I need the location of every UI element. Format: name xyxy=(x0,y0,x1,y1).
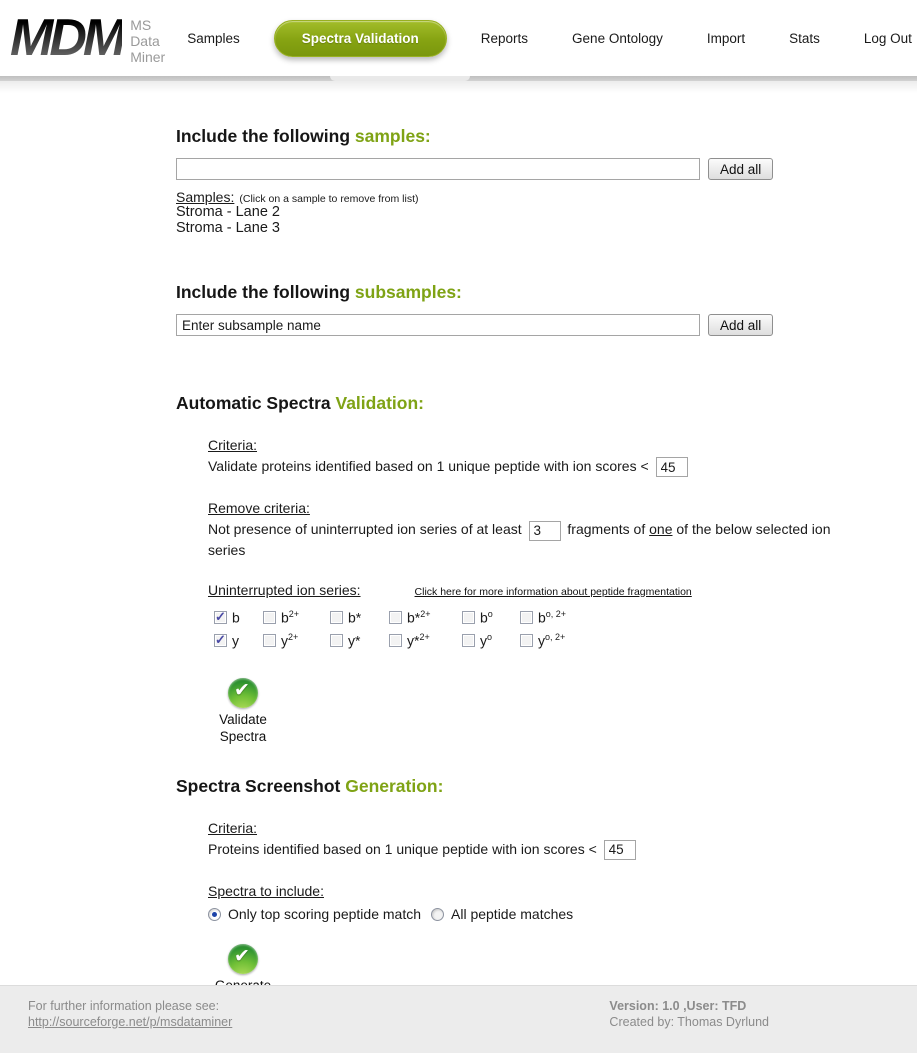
radio-icon[interactable] xyxy=(208,908,221,921)
sample-list-item[interactable]: Stroma - Lane 2 xyxy=(176,204,280,220)
sample-list-item[interactable]: Stroma - Lane 3 xyxy=(176,219,280,236)
screenshot-criteria-label: Criteria: xyxy=(208,819,258,836)
ion-label: b xyxy=(232,609,240,626)
ion-checkbox-y2plus[interactable] xyxy=(263,632,330,649)
samples-list-label: Samples: xyxy=(176,189,235,205)
active-tab-glow xyxy=(330,76,470,81)
main-content xyxy=(0,126,917,1011)
ion-series-label: Uninterrupted ion series: xyxy=(208,581,361,598)
ion-label: y* xyxy=(348,632,361,649)
ion-row-b xyxy=(214,606,857,629)
header-divider xyxy=(0,76,917,81)
nav-log-out[interactable]: Log Out xyxy=(863,30,912,46)
ion-label: b*$^{2+}$ xyxy=(407,608,431,626)
header-fade xyxy=(0,81,917,93)
ion-series-grid xyxy=(214,606,857,652)
validation-criteria-label: Criteria: xyxy=(208,437,258,453)
nav-reports[interactable]: Reports xyxy=(480,30,529,46)
validation-section-title xyxy=(176,393,857,414)
peptide-fragmentation-link[interactable]: Click here for more information about peptide fragmentation xyxy=(414,585,692,598)
main-nav xyxy=(165,20,917,57)
screenshot-criteria-block xyxy=(208,819,856,860)
ion-checkbox-y[interactable] xyxy=(214,632,263,649)
ion-label: $y^o$ xyxy=(480,631,493,649)
subsamples-section-title xyxy=(176,282,857,303)
footer-info-text: For further information please see: xyxy=(28,999,220,1013)
remove-criteria-text-1: Not presence of uninterrupted ion series of at least xyxy=(208,521,522,538)
checkbox-icon[interactable] xyxy=(214,634,227,647)
screenshot-title-prefix: Spectra Screenshot xyxy=(176,775,346,796)
radio-all-matches[interactable] xyxy=(431,905,573,924)
checkbox-icon[interactable] xyxy=(330,611,343,624)
validation-title-accent: Validation: xyxy=(335,393,424,413)
ion-checkbox-ystar2plus[interactable] xyxy=(389,632,462,649)
ion-checkbox-bo2plus[interactable] xyxy=(520,609,600,626)
subsamples-title-accent: subsamples: xyxy=(354,282,462,302)
screenshot-title-accent: Generation: xyxy=(345,775,444,796)
checkbox-icon[interactable] xyxy=(520,634,533,647)
ion-checkbox-bo[interactable] xyxy=(462,609,520,626)
footer-created-by: Created by: Thomas Dyrlund xyxy=(609,1015,769,1029)
ion-series-header xyxy=(208,582,857,598)
remove-criteria-text-3: of the below selected ion series xyxy=(208,521,831,558)
checkbox-icon[interactable] xyxy=(389,634,402,647)
ion-row-y xyxy=(214,629,857,652)
samples-add-all-button[interactable]: Add all xyxy=(708,158,773,180)
checkbox-icon[interactable] xyxy=(263,634,276,647)
screenshot-section-title xyxy=(176,776,857,797)
validate-spectra-button[interactable] xyxy=(204,678,282,745)
validate-spectra-label: Validate Spectra xyxy=(219,711,267,744)
ion-checkbox-ystar[interactable] xyxy=(330,632,389,649)
fragments-count-input[interactable] xyxy=(529,521,561,541)
spectra-include-options xyxy=(208,905,856,924)
subsample-name-input[interactable] xyxy=(176,314,700,336)
green-check-icon[interactable] xyxy=(228,678,258,708)
footer-meta xyxy=(609,998,769,1053)
checkbox-icon[interactable] xyxy=(330,634,343,647)
footer-info xyxy=(28,998,232,1053)
sourceforge-link[interactable]: http://sourceforge.net/p/msdataminer xyxy=(28,1015,233,1029)
samples-title-prefix: Include the following xyxy=(176,126,355,146)
footer xyxy=(0,985,917,1053)
app-logo: MDM xyxy=(10,9,123,67)
logo-block xyxy=(10,11,165,65)
app-subtitle: MS Data Miner xyxy=(130,17,166,65)
nav-spectra-validation[interactable]: Spectra Validation xyxy=(274,20,447,57)
remove-criteria-line xyxy=(208,520,856,559)
ion-label: y xyxy=(232,632,239,649)
screenshot-criteria-line xyxy=(208,840,856,860)
remove-criteria-label: Remove criteria: xyxy=(208,500,310,517)
samples-form-row xyxy=(176,158,857,180)
spectra-include-label: Spectra to include: xyxy=(208,882,324,899)
validation-criteria-block xyxy=(208,436,856,477)
ion-label: y*$^{2+}$ xyxy=(407,631,430,649)
checkbox-icon[interactable] xyxy=(214,611,227,624)
checkbox-icon[interactable] xyxy=(263,611,276,624)
spectra-include-block xyxy=(208,882,856,924)
samples-section-title xyxy=(176,126,857,147)
header xyxy=(0,0,917,76)
validation-criteria-text: Validate proteins identified based on 1 unique peptide with ion scores < xyxy=(208,458,649,474)
subsamples-form-row xyxy=(176,314,857,336)
subsamples-add-all-button[interactable]: Add all xyxy=(708,314,773,336)
remove-criteria-block xyxy=(208,499,856,559)
validation-title-prefix: Automatic Spectra xyxy=(176,393,336,413)
remove-criteria-text-2: fragments of xyxy=(567,521,646,538)
checkbox-icon[interactable] xyxy=(389,611,402,624)
samples-title-accent: samples: xyxy=(354,126,431,146)
ion-score-threshold-input[interactable] xyxy=(656,457,688,477)
ion-label: $b^{o, 2+}$ xyxy=(538,608,567,626)
sample-name-input[interactable] xyxy=(176,158,700,180)
footer-version: Version: 1.0 ,User: TFD xyxy=(609,999,747,1013)
validation-criteria-line xyxy=(208,457,856,477)
remove-criteria-one: one xyxy=(649,521,673,538)
ion-label: $y^{o, 2+}$ xyxy=(538,631,566,649)
green-check-icon[interactable] xyxy=(228,944,258,974)
radio-top-scoring-label: Only top scoring peptide match xyxy=(228,905,421,922)
ion-label: $y^{2+}$ xyxy=(281,631,299,649)
samples-list-header xyxy=(176,189,857,205)
radio-all-matches-label: All peptide matches xyxy=(451,905,574,922)
nav-stats[interactable]: Stats xyxy=(789,30,820,46)
radio-icon[interactable] xyxy=(431,908,444,921)
samples-list-note: (Click on a sample to remove from list) xyxy=(239,193,419,205)
checkbox-icon[interactable] xyxy=(462,634,475,647)
checkbox-icon[interactable] xyxy=(462,611,475,624)
nav-gene-ontology[interactable]: Gene Ontology xyxy=(572,30,663,46)
screenshot-criteria-text: Proteins identified based on 1 unique peptide with ion scores < xyxy=(208,840,597,857)
checkbox-icon[interactable] xyxy=(520,611,533,624)
ion-checkbox-yo[interactable] xyxy=(462,632,520,649)
subsamples-title-prefix: Include the following xyxy=(176,282,355,302)
ion-label: $b^o$ xyxy=(480,608,493,626)
ion-checkbox-bstar[interactable] xyxy=(330,609,389,626)
nav-samples[interactable]: Samples xyxy=(187,30,240,46)
radio-top-scoring[interactable] xyxy=(208,905,421,924)
ion-checkbox-yo2plus[interactable] xyxy=(520,632,600,649)
ion-checkbox-bstar2plus[interactable] xyxy=(389,609,462,626)
nav-import[interactable]: Import xyxy=(706,30,746,46)
ion-checkbox-b[interactable] xyxy=(214,609,263,626)
ion-checkbox-b2plus[interactable] xyxy=(263,609,330,626)
screenshot-ion-score-input[interactable] xyxy=(604,840,636,860)
ion-label: $b^{2+}$ xyxy=(281,608,300,626)
ion-label: b* xyxy=(348,609,362,626)
